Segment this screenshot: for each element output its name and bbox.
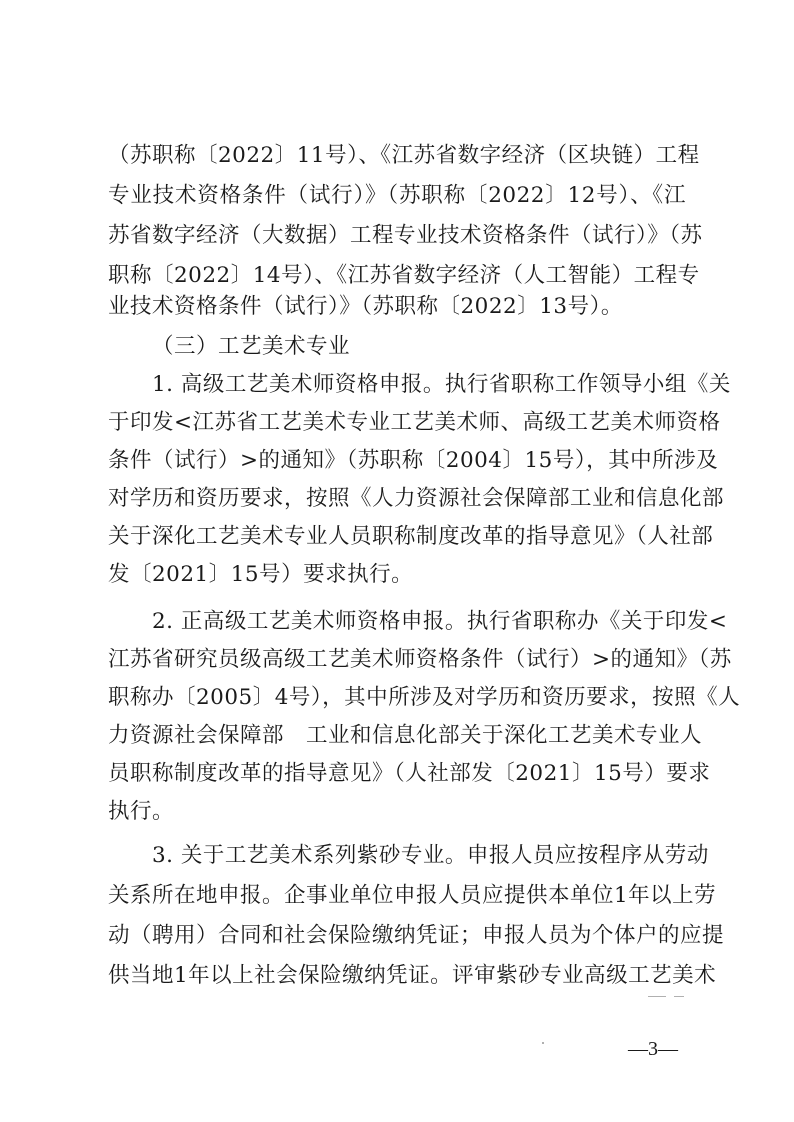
text-line: 执行。: [108, 799, 175, 824]
text-line: 关于深化工艺美术专业人员职称制度改革的指导意见》（人社部: [108, 524, 714, 549]
scan-speck: [648, 996, 666, 997]
text-line: （苏职称〔2022〕11号）、《江苏省数字经济（区块链）工程: [108, 143, 700, 168]
text-line: 职称办〔2005〕4号），其中所涉及对学历和资历要求，按照《人: [108, 685, 741, 710]
scan-speck: [542, 1042, 544, 1044]
text-line: 条件（试行）>的通知》（苏职称〔2004〕15号），其中所涉及: [108, 448, 719, 473]
text-line: 对学历和资历要求，按照《人力资源社会保障部工业和信息化部: [108, 486, 725, 511]
text-line: 供当地1年以上社会保险缴纳凭证。评审紫砂专业高级工艺美术: [108, 963, 717, 988]
text-line: 力资源社会保障部 工业和信息化部关于深化工艺美术专业人: [108, 723, 703, 748]
text-line: 动（聘用）合同和社会保险缴纳凭证；申报人员为个体户的应提: [108, 923, 725, 948]
section-heading: （三）工艺美术专业: [152, 334, 351, 359]
text-line: 1. 高级工艺美术师资格申报。执行省职称工作领导小组《关: [152, 372, 731, 397]
text-line: 发〔2021〕15号）要求执行。: [108, 562, 414, 587]
text-line: 苏省数字经济（大数据）工程专业技术资格条件（试行）》（苏: [108, 223, 703, 248]
text-line: 江苏省研究员级高级工艺美术师资格条件（试行）>的通知》（苏: [108, 647, 732, 672]
text-line: 员职称制度改革的指导意见》（人社部发〔2021〕15号）要求: [108, 761, 711, 786]
text-line: 专业技术资格条件（试行）》（苏职称〔2022〕12号）、《江: [108, 183, 686, 208]
text-line: 职称〔2022〕14号）、《江苏省数字经济（人工智能）工程专: [108, 263, 700, 288]
page-number: —3—: [628, 1038, 678, 1060]
text-line: 于印发<江苏省工艺美术专业工艺美术师、高级工艺美术师资格: [108, 410, 721, 435]
text-line: 业技术资格条件（试行）》（苏职称〔2022〕13号）。: [108, 294, 623, 319]
text-line: 关系所在地申报。企事业单位申报人员应提供本单位1年以上劳: [108, 883, 717, 908]
text-line: 2. 正高级工艺美术师资格申报。执行省职称办《关于印发<: [152, 609, 728, 634]
scan-speck: [674, 996, 684, 997]
text-line: 3. 关于工艺美术系列紫砂专业。申报人员应按程序从劳动: [152, 843, 709, 868]
